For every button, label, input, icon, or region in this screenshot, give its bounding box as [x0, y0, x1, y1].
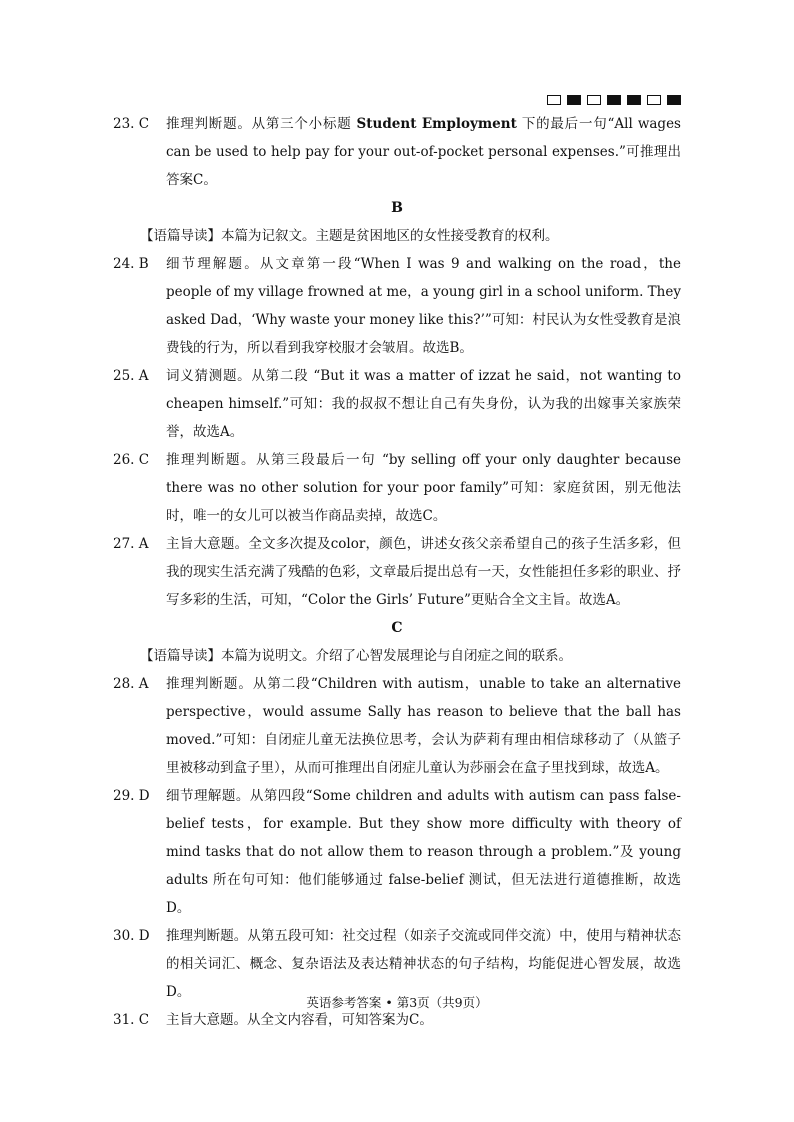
answer-number: 23. C	[113, 116, 150, 132]
answer-content	[113, 110, 681, 1034]
answer-item	[113, 446, 681, 530]
answer-number: 26. C	[113, 452, 150, 468]
section-heading-b: B	[391, 200, 403, 216]
answer-explanation: 推理判断题。从第三段最后一句 “by selling off your only daughter because there was no other solution for your poor family”可知：家庭贫困，别无他法时，唯一的女儿可以被当作商品卖掉，故选C。	[166, 452, 681, 524]
passage-guide-b: 【语篇导读】本篇为记叙文。主题是贫困地区的女性接受教育的权利。	[140, 228, 559, 244]
page-footer: 英语参考答案 • 第3页（共9页）	[306, 995, 488, 1010]
answer-item	[113, 362, 681, 446]
answer-explanation: 主旨大意题。全文多次提及color，颜色，讲述女孩父亲希望自己的孩子生活多彩，但我的现实生活充满了残酷的色彩，文章最后提出总有一天，女性能担任多彩的职业、抒写多彩的生活，可知，“Color the Girls’ Future”更贴合全文主旨。故选A。	[166, 536, 681, 608]
passage-guide-c: 【语篇导读】本篇为说明文。介绍了心智发展理论与自闭症之间的联系。	[140, 648, 572, 664]
answer-item	[113, 110, 681, 194]
header-mark	[567, 95, 581, 105]
header-marks	[547, 95, 681, 105]
header-mark	[587, 95, 601, 105]
header-mark	[627, 95, 641, 105]
header-mark	[607, 95, 621, 105]
header-mark	[667, 95, 681, 105]
section-heading-c: C	[391, 620, 403, 636]
header-mark	[647, 95, 661, 105]
subheading-name: Student Employment	[356, 116, 517, 132]
explanation-text: 推理判断题。从第三个小标题	[166, 116, 357, 132]
answer-item	[113, 250, 681, 362]
answer-number: 29. D	[113, 788, 150, 804]
explanation-text: 下的最后一句“All wages can be used to help pay for your out-of-pocket personal expenses.”可推理出答案C。	[166, 116, 681, 188]
answer-number: 28. A	[113, 676, 149, 692]
answer-number: 31. C	[113, 1012, 150, 1028]
answer-item	[113, 670, 681, 782]
answer-explanation: 推理判断题。从第二段“Children with autism，unable to take an alternative perspective，would assume Sally has reason to believe that the ball has moved.”可知：自闭症儿童无法换位思考，会认为萨莉有理由相信球移动了（从篮子里被移动到盒子里），从而可推理出自闭症儿童认为莎丽会在盒子里找到球，故选A。	[166, 676, 681, 776]
answer-number: 27. A	[113, 536, 149, 552]
answer-explanation: 词义猜测题。从第二段 “But it was a matter of izzat he said，not wanting to cheapen himself.”可知：我的叔叔不想让自己有失身份，认为我的出嫁事关家族荣誉，故选A。	[166, 368, 681, 440]
answer-number: 24. B	[113, 256, 149, 272]
answer-number: 25. A	[113, 368, 149, 384]
answer-explanation: 细节理解题。从文章第一段“When I was 9 and walking on the road，the people of my village frowned at me，a young girl in a school uniform. They asked Dad，‘Why waste your money like this?’”可知：村民认为女性受教育是浪费钱的行为，所以看到我穿校服才会皱眉。故选B。	[166, 256, 681, 356]
answer-explanation: 主旨大意题。从全文内容看，可知答案为C。	[166, 1012, 433, 1028]
answer-item	[113, 530, 681, 614]
answer-explanation: 细节理解题。从第四段“Some children and adults with autism can pass false-belief tests，for example. But they show more difficulty with theory of mind tasks that do not allow them to reason through a problem.”及 young adults 所在句可知：他们能够通过 false-belief 测试，但无法进行道德推断，故选D。	[166, 788, 681, 916]
header-mark	[547, 95, 561, 105]
answer-item	[113, 782, 681, 922]
answer-number: 30. D	[113, 928, 150, 944]
answer-explanation: 推理判断题。从第五段可知：社交过程（如亲子交流或同伴交流）中，使用与精神状态的相关词汇、概念、复杂语法及表达精神状态的句子结构，均能促进心智发展，故选D。	[166, 928, 681, 1000]
answer-explanation	[113, 110, 681, 194]
